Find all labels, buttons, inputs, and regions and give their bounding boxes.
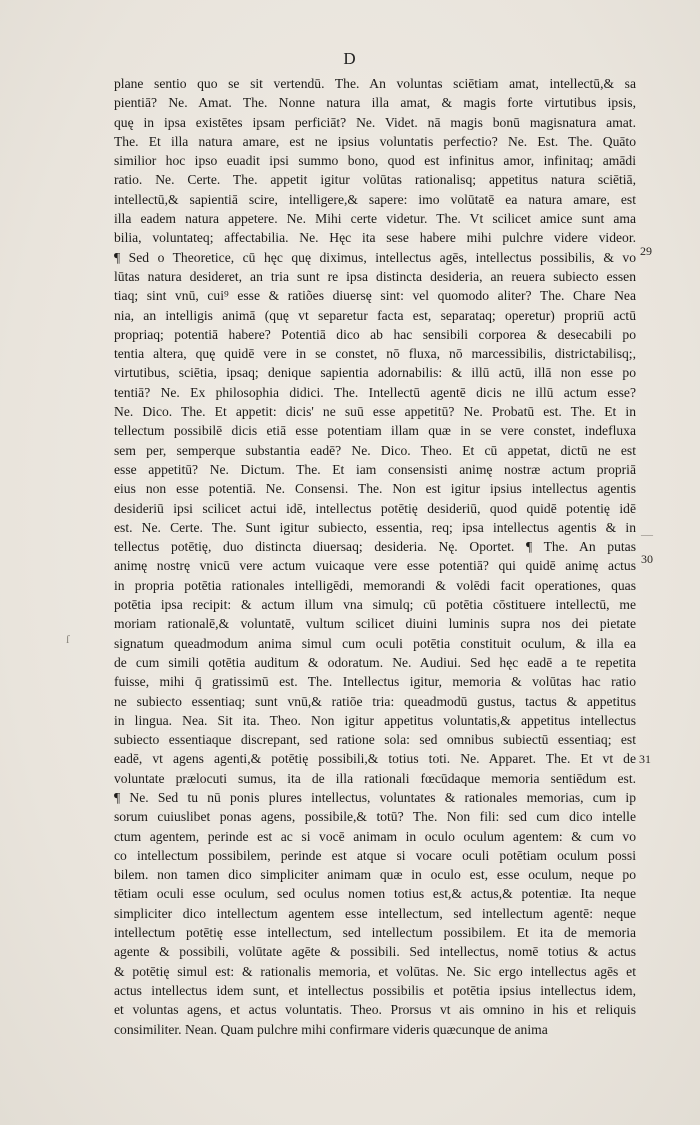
text-line: tentiā? Ne. Ex philosophia didici. The. Intellectū agentē dicis ne illū actum esse? — [114, 384, 636, 400]
text-line: bilia, voluntateq; affectabilia. Ne. Hęc ita sese habere mihi pulchre videre videor. — [114, 230, 636, 246]
text-line: & potētię simul est: & rationalis memoria, et volūtas. Ne. Sic ergo intellectus agēs et — [114, 963, 636, 979]
text-line: quę in ipsa existētes ipsam perficiāt? Ne. Videt. nā magis bonū magisnatura amat. — [114, 114, 636, 130]
text-line: ratio. Ne. Certe. The. appetit igitur volūtas rationalisq; appetitus natura sciētiā, — [114, 172, 636, 188]
margin-mark: — — [641, 527, 653, 541]
text-line: ¶ Ne. Sed tu nū ponis plures intellectus, voluntates & rationales memorias, cum ip — [114, 789, 636, 805]
text-line: tiaq; sint vnū, cui⁹ esse & ratiões diuersę sint: vel quomodo aliter? The. Chare Nea — [114, 288, 636, 304]
text-line: bilem. non tamen dico simpliciter animam quæ in oculo est, esse oculum, neque po — [114, 867, 636, 883]
text-line: moriam rationalē,& voluntatē, vultum scilicet diuini luminis supra nos dei pietate — [114, 616, 636, 632]
text-line: tellectum possibilē dicis etiā esse potentiam illam quæ in se vere constet, indefluxa — [114, 423, 636, 439]
signature-mark: D — [343, 49, 357, 68]
text-line: ne subiecto essentiaq; sunt vnū,& ratiōe tria: queadmodū gustus, tactus & appetitus — [114, 693, 636, 709]
text-line: sem per, semperque substantia eadē? Ne. Dico. Theo. Et cū appetat, dictū ne est — [114, 442, 636, 458]
text-line: potētia ipsa recipit: & actum illum vna simulq; cū potētia cōstituere intellectū, me — [114, 597, 636, 613]
text-block — [114, 74, 636, 1039]
text-line: illa eadem natura appetere. Ne. Mihi certe videtur. The. Vt scilicet amice sunt ama — [114, 211, 636, 227]
text-line: et voluntas agens, et actus voluntatis. Theo. Prorsus vt ais omnino in his et reliquis — [114, 1002, 636, 1018]
text-line: desideriū ipsi scilicet actui idē, intellectus potētię desideriū, quod quidē potentię idē — [114, 500, 636, 516]
text-line: signatum queadmodum anima simul cum oculi potētia constituit oculum, & illa ea — [114, 635, 636, 651]
text-line: subiecto essentiaque discrepant, sed ratione sola: sed omnibus subiectū essentiaq; est — [114, 732, 636, 748]
text-line: consimiliter. Nean. Quam pulchre mihi confirmare videris quæcunque de anima — [114, 1021, 548, 1037]
text-line: lūtas natura desideret, an tria sunt re ipsa distincta desideria, an reuera subiecto essen — [114, 268, 636, 284]
text-line: actus intellectus idem sunt, et intellectus possibilis et potētia ipsius intellectus idem, — [114, 982, 636, 998]
text-line: in propria potētia rationales intelligēdi, memorandi & volēdi facit operationes, quas — [114, 577, 636, 593]
text-line: pientiā? Ne. Amat. The. Nonne natura illa amat, & magis forte virtutibus ipsis, — [114, 95, 636, 111]
text-line: eius non esse potentiā. Ne. Consensi. The. Non est igitur ipsius intellectus agentis — [114, 481, 636, 497]
text-line: esse appetitū? Ne. Dictum. The. Et iam consensisti animę nostræ actum propriā — [114, 461, 636, 477]
text-line: voluntate prælocuti sumus, ita de illa rationali fœcūdaque memoria sentiēdum est. — [114, 770, 636, 786]
text-line: ctum agentem, perinde est ac si vocē animam in oculo oculum agentem: & cum vo — [114, 828, 636, 844]
text-line: est. Ne. Certe. The. Sunt igitur subiecto, essentia, req; ipsa intellectus agentis & in — [114, 519, 636, 535]
text-line: intellectū,& sapientiā scire, intelligere,& sapere: imo volūtatē ea natura amare, est — [114, 191, 636, 207]
text-line: sorum cuiuslibet ponas agens, possibile,& totū? The. Non fili: sed cum dico intelle — [114, 809, 636, 825]
text-line: tentia altera, quę quidē vere in se constet, nō fluxa, nō marcessibilis, districtabilisq;, — [114, 346, 636, 362]
text-line: tētiam oculi esse oculum, sed oculus nomen totius est,& actus,& potentiæ. Ita neque — [114, 886, 636, 902]
text-line: Ne. Dico. The. Et appetit: dicis' ne suū esse appetitū? Ne. Probatū est. The. Et in — [114, 404, 636, 420]
margin-number-31: 31 — [639, 752, 651, 766]
margin-number-29: 29 — [640, 244, 652, 258]
text-line: virtutibus, sciētia, ipsaq; denique sapientia adornabilis: & illū actū, illā non esse po — [114, 365, 636, 381]
text-line: fuisse, mihi q̄ gratissimū est. The. Intellectus igitur, memoria & volūtas hac ratio — [114, 674, 636, 690]
margin-mark: ſ — [66, 632, 70, 646]
text-line: agente & possibili, volūtate agēte & possibili. Sed intellectus, nomē totius & actus — [114, 944, 636, 960]
margin-number-30: 30 — [641, 552, 653, 566]
text-line: simpliciter dico intellectum agentem esse intellectum, sed intellectum agentē: neque — [114, 905, 636, 921]
text-line: de cum simili qotētia auditum & odoratum. Ne. Audiui. Sed hęc eadē a te repetita — [114, 654, 636, 670]
text-line: The. Et illa natura amare, est ne ipsius voluntatis perfectio? Ne. Est. The. Quāto — [114, 133, 636, 149]
text-line: plane sentio quo se sit vertendū. The. An voluntas sciētiam amat, intellectū,& sa — [114, 76, 636, 91]
text-line: in lingua. Nea. Sit ita. Theo. Non igitur appetitus voluntatis,& appetitus intellectus — [114, 712, 636, 728]
text-line: eadē, vt agens agenti,& potētię possibili,& totius toti. Ne. Apparet. The. Et vt de — [114, 751, 636, 767]
text-line: similior hoc ipso euadit ipsi summo bono, quod est infinitus amor, infinitaq; amādi — [114, 153, 636, 169]
text-line: nia, an intelligis animā (quę vt separetur facta est, separataq; operetur) propriū actū — [114, 307, 636, 323]
text-line: propriaq; potentiā habere? Potentiā dico ab hac sensibili corporea & desecabili po — [114, 326, 636, 342]
text-line: animę nostrę vnicū vere actum vuicaque vere esse potentiā? qui quidē animę actus — [114, 558, 636, 574]
text-line: ¶ Sed o Theoretice, cū hęc quę diximus, intellectus agēs, intellectus possibilis, & vo — [114, 249, 636, 265]
text-line: co intellectum possibilem, perinde est atque si vocare oculi potētiam oculum possi — [114, 847, 636, 863]
text-line: intellectum potētię esse intellectum, sed intellectum possibilem. Et ita de memoria — [114, 925, 636, 941]
text-line: tellectus potētię, duo distincta diuersaq; desideria. Nę. Oportet. ¶ The. An putas — [114, 539, 636, 555]
